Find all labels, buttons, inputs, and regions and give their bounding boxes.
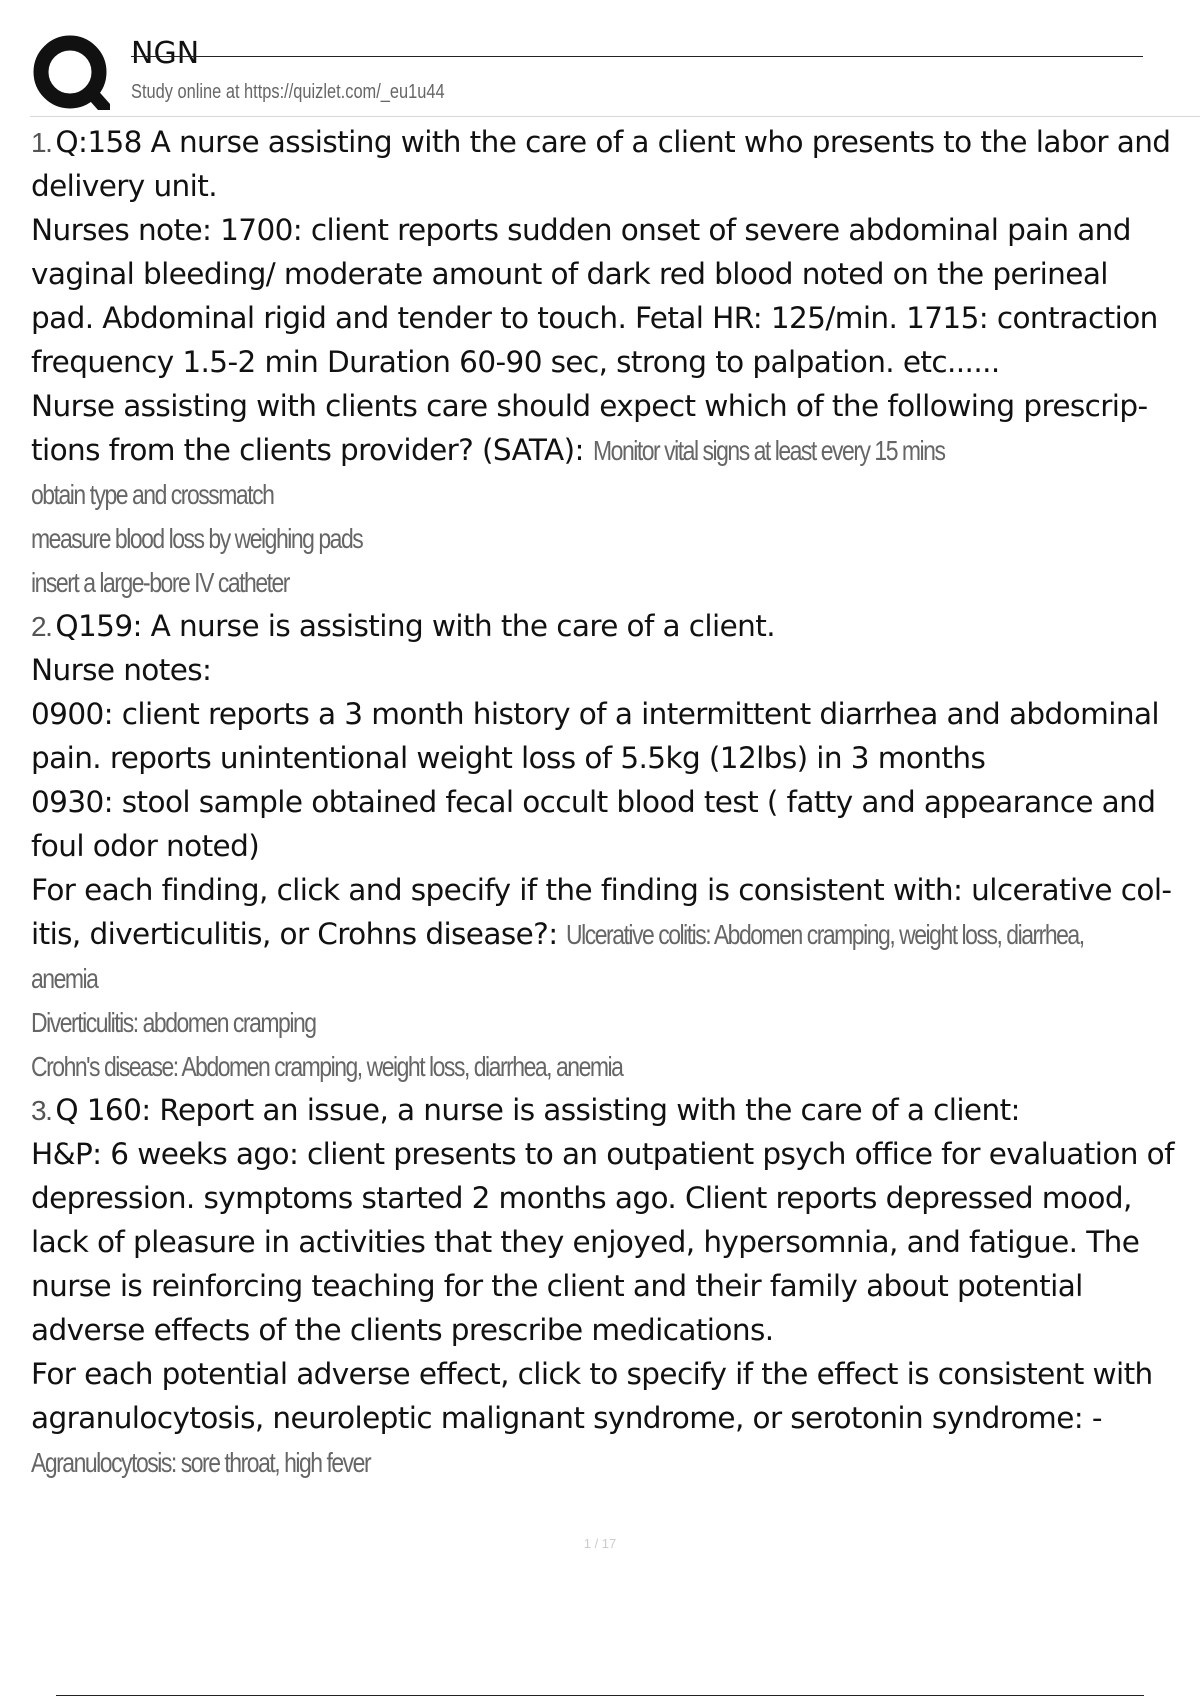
question-line: tions from the clients provider? (SATA): Monitor vital signs at least every 15 mins [31, 428, 1200, 472]
question-line: Nurses note: 1700: client reports sudden onset of severe abdominal pain and [31, 213, 1131, 247]
question-line: depression. symptoms started 2 months ago. Client reports depressed mood, [31, 1181, 1132, 1215]
question-line: 1. Q:158 A nurse assisting with the care of a client who presents to the labor and [31, 125, 1171, 159]
question-line: nurse is reinforcing teaching for the client and their family about potential [31, 1269, 1083, 1303]
question-line: itis, diverticulitis, or Crohns disease?: Ulcerative colitis: Abdomen cramping, weight loss, diarrhea, [31, 912, 1200, 956]
question-number: 1. [31, 127, 52, 158]
answer-line: anemia [31, 963, 98, 994]
question-line: For each potential adverse effect, click to specify if the effect is consistent with [31, 1357, 1153, 1391]
question-line: For each finding, click and specify if the finding is consistent with: ulcerative col- [31, 873, 1172, 907]
answer-line: insert a large-bore IV catheter [31, 567, 289, 598]
question-line: 3. Q 160: Report an issue, a nurse is assisting with the care of a client: [31, 1093, 1020, 1127]
question-line: agranulocytosis, neuroleptic malignant syndrome, or serotonin syndrome: - [31, 1401, 1102, 1435]
question-number: 2. [31, 611, 52, 642]
study-online-link[interactable]: Study online at https://quizlet.com/_eu1u44 [131, 81, 445, 103]
question-line: Nurse notes: [31, 653, 212, 687]
question-line: delivery unit. [31, 169, 217, 203]
question-line: pain. reports unintentional weight loss of 5.5kg (12lbs) in 3 months [31, 741, 986, 775]
footer-divider [56, 1695, 1144, 1696]
question-item [31, 604, 1200, 1088]
answer-line: Crohn's disease: Abdomen cramping, weight loss, diarrhea, anemia [31, 1051, 623, 1082]
page-header [0, 0, 1200, 118]
question-line: foul odor noted) [31, 829, 260, 863]
question-list [31, 120, 1200, 1484]
question-line: vaginal bleeding/ moderate amount of dark red blood noted on the perineal [31, 257, 1108, 291]
answer-line: Diverticulitis: abdomen cramping [31, 1007, 316, 1038]
question-line: 2. Q159: A nurse is assisting with the care of a client. [31, 609, 775, 643]
answer-line: obtain type and crossmatch [31, 479, 274, 510]
question-line: frequency 1.5-2 min Duration 60-90 sec, strong to palpation. etc...... [31, 345, 1000, 379]
question-line: 0900: client reports a 3 month history of a intermittent diarrhea and abdominal [31, 697, 1160, 731]
page-number: 1 / 17 [583, 1536, 617, 1551]
answer-text: Monitor vital signs at least every 15 mins [592, 435, 945, 466]
answer-line: measure blood loss by weighing pads [31, 523, 363, 554]
header-divider [131, 56, 1143, 57]
quizlet-logo-icon [32, 34, 112, 114]
answer-line: Agranulocytosis: sore throat, high fever [31, 1447, 371, 1478]
question-item [31, 120, 1200, 604]
question-number: 3. [31, 1095, 52, 1126]
header-bottom-divider [30, 116, 1200, 117]
question-line: adverse effects of the clients prescribe medications. [31, 1313, 774, 1347]
answer-text: Ulcerative colitis: Abdomen cramping, weight loss, diarrhea, [566, 919, 1084, 950]
question-line: 0930: stool sample obtained fecal occult blood test ( fatty and appearance and [31, 785, 1156, 819]
document-title: NGN [131, 36, 200, 71]
question-line: lack of pleasure in activities that they enjoyed, hypersomnia, and fatigue. The [31, 1225, 1140, 1259]
question-line: pad. Abdominal rigid and tender to touch. Fetal HR: 125/min. 1715: contraction [31, 301, 1158, 335]
question-line: Nurse assisting with clients care should expect which of the following prescrip- [31, 389, 1148, 423]
question-item [31, 1088, 1200, 1484]
question-line: H&P: 6 weeks ago: client presents to an outpatient psych office for evaluation of [31, 1137, 1174, 1171]
